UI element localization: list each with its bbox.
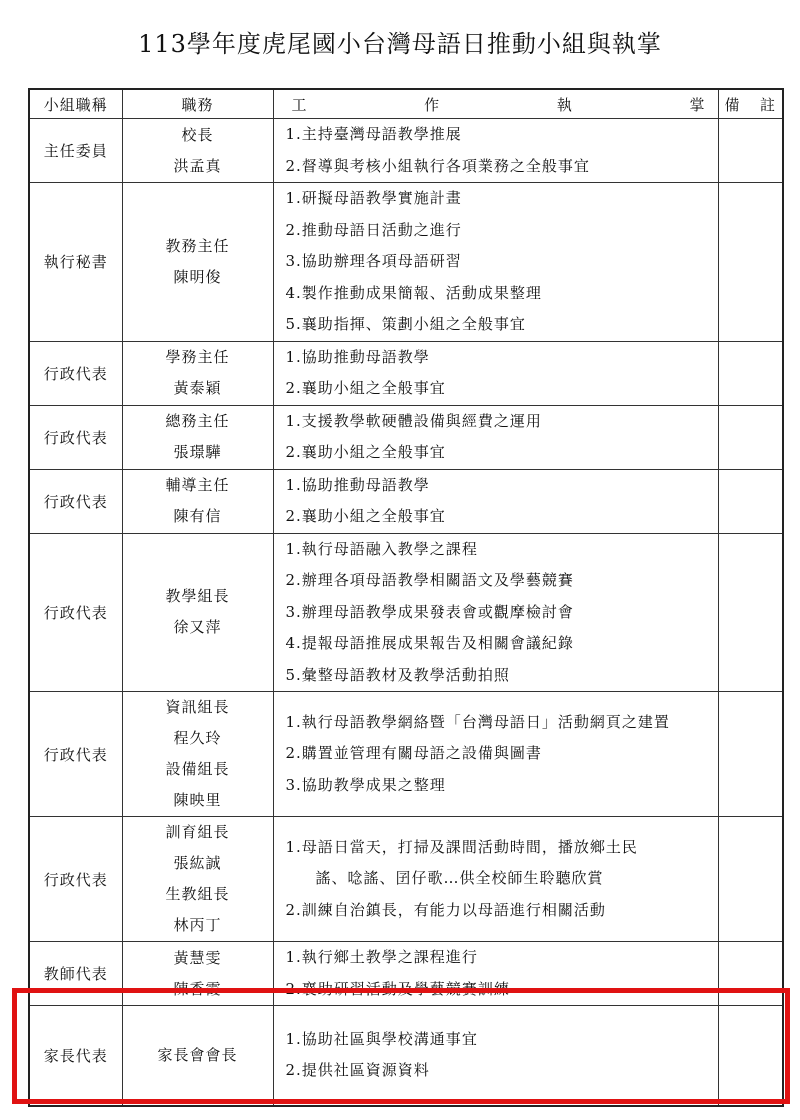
table-header	[29, 89, 783, 119]
role-cell: 訓育組長 張紘誠 生教組長 林丙丁	[122, 817, 273, 942]
group-cell: 家長代表	[29, 1006, 122, 1106]
role-cell: 家長會會長	[122, 1006, 273, 1106]
notes-cell	[718, 119, 783, 183]
role-cell: 輔導主任 陳有信	[122, 469, 273, 533]
duties-cell: 1.執行母語教學網絡暨「台灣母語日」活動網頁之建置 2.購置並管理有關母語之設備與圖書 3.協助教學成果之整理	[273, 692, 718, 817]
group-cell: 行政代表	[29, 817, 122, 942]
header-duties: 工 作 執 掌	[273, 89, 718, 119]
notes-cell	[718, 692, 783, 817]
table-row	[29, 341, 783, 405]
notes-cell	[718, 341, 783, 405]
role-cell: 教學組長 徐又萍	[122, 533, 273, 692]
notes-cell	[718, 405, 783, 469]
role-cell: 教務主任 陳明俊	[122, 183, 273, 342]
duties-cell: 1.協助社區與學校溝通事宜 2.提供社區資源資料	[273, 1006, 718, 1106]
header-group: 小組職稱	[29, 89, 122, 119]
group-cell: 行政代表	[29, 692, 122, 817]
role-cell: 資訊組長 程久玲 設備組長 陳映里	[122, 692, 273, 817]
duties-cell: 1.協助推動母語教學 2.襄助小組之全般事宜	[273, 469, 718, 533]
table-row	[29, 942, 783, 1006]
group-cell: 行政代表	[29, 341, 122, 405]
notes-cell	[718, 533, 783, 692]
table-row	[29, 817, 783, 942]
role-cell: 學務主任 黃泰穎	[122, 341, 273, 405]
table-row	[29, 183, 783, 342]
group-cell: 教師代表	[29, 942, 122, 1006]
table-body	[29, 119, 783, 1106]
role-cell: 校長 洪孟真	[122, 119, 273, 183]
table-row	[29, 692, 783, 817]
committee-table	[28, 88, 784, 1107]
role-cell: 總務主任 張璟驊	[122, 405, 273, 469]
notes-cell	[718, 183, 783, 342]
duties-cell: 1.主持臺灣母語教學推展 2.督導與考核小組執行各項業務之全般事宜	[273, 119, 718, 183]
table-row	[29, 405, 783, 469]
table-row	[29, 1006, 783, 1106]
role-cell: 黃慧雯 陳香霞	[122, 942, 273, 1006]
document-title: 113學年度虎尾國小台灣母語日推動小組與執掌	[138, 30, 662, 58]
duties-cell: 1.協助推動母語教學 2.襄助小組之全般事宜	[273, 341, 718, 405]
duties-cell: 1.支援教學軟硬體設備與經費之運用 2.襄助小組之全般事宜	[273, 405, 718, 469]
table-row	[29, 469, 783, 533]
group-cell: 主任委員	[29, 119, 122, 183]
notes-cell	[718, 817, 783, 942]
header-role: 職務	[122, 89, 273, 119]
group-cell: 行政代表	[29, 405, 122, 469]
notes-cell	[718, 469, 783, 533]
header-notes: 備 註	[718, 89, 783, 119]
table-row	[29, 119, 783, 183]
duties-cell: 1.執行母語融入教學之課程 2.辦理各項母語教學相關語文及學藝競賽 3.辦理母語教學成果發表會或觀摩檢討會 4.提報母語推展成果報告及相關會議紀錄 5.彙整母語教材及教學活動拍照	[273, 533, 718, 692]
group-cell: 行政代表	[29, 533, 122, 692]
duties-cell: 1.研擬母語教學實施計畫 2.推動母語日活動之進行 3.協助辦理各項母語研習 4.製作推動成果簡報、活動成果整理 5.襄助指揮、策劃小組之全般事宜	[273, 183, 718, 342]
notes-cell	[718, 1006, 783, 1106]
duties-cell: 1.母語日當天，打掃及課間活動時間，播放鄉土民 謠、唸謠、囝仔歌…供全校師生聆聽欣賞 2.訓練自治鎮長，有能力以母語進行相關活動	[273, 817, 718, 942]
group-cell: 執行秘書	[29, 183, 122, 342]
duties-cell: 1.執行鄉土教學之課程進行 2.襄助研習活動及學藝競賽訓練	[273, 942, 718, 1006]
notes-cell	[718, 942, 783, 1006]
table-row	[29, 533, 783, 692]
group-cell: 行政代表	[29, 469, 122, 533]
